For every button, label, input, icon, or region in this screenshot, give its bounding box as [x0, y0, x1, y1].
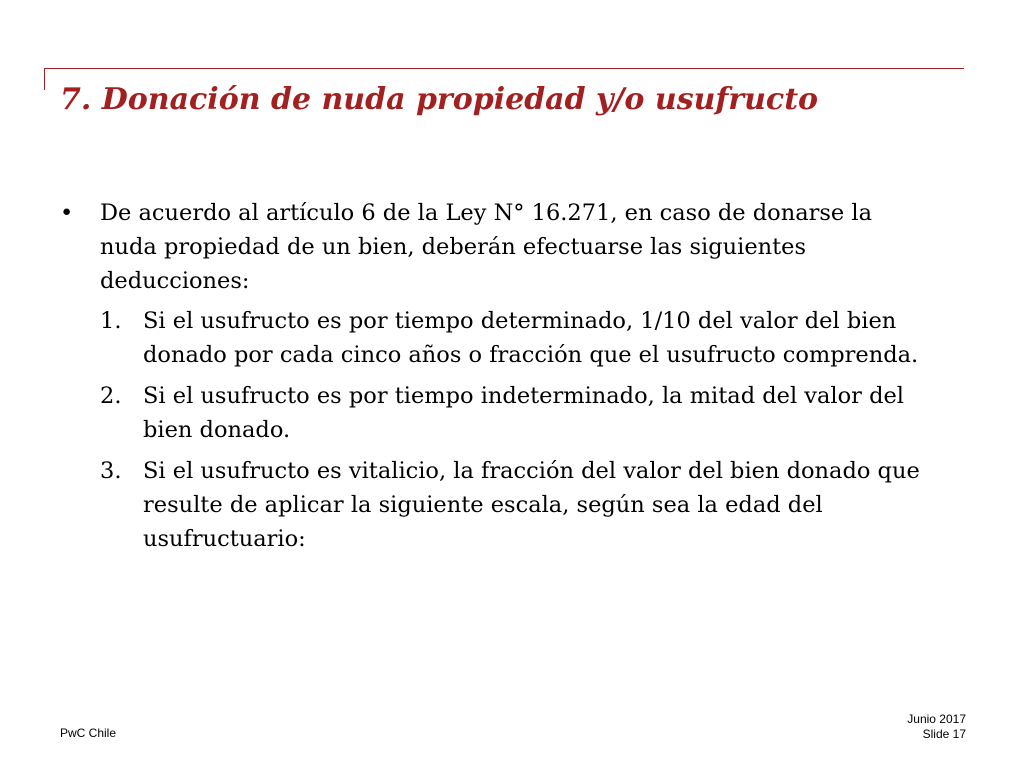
title-rule-tick: [44, 68, 45, 90]
title-rule-line: [44, 68, 964, 69]
numbered-item-3: [60, 454, 970, 556]
item-number: 2.: [100, 383, 122, 409]
footer-date: Junio 2017: [907, 712, 966, 726]
slide-body: [60, 196, 970, 563]
item-text: Si el usufructo es por tiempo indeterminado, la mitad del valor del bien donado.: [143, 383, 905, 443]
numbered-item-2: [60, 379, 970, 447]
item-number: 1.: [100, 308, 122, 334]
item-number: 3.: [100, 458, 122, 484]
item-text: Si el usufructo es vitalicio, la fracción del valor del bien donado que resulte de aplicar la siguiente escala, según sea la edad del usufructuario:: [143, 458, 920, 552]
footer-meta: [907, 712, 966, 742]
bullet-text: De acuerdo al artículo 6 de la Ley N° 16.271, en caso de donarse la nuda propiedad de un bien, deberán efectuarse las siguientes deducciones:: [100, 200, 873, 294]
bullet-icon: •: [60, 200, 74, 226]
footer-company: PwC Chile: [60, 726, 117, 740]
bullet-item: [60, 196, 970, 298]
numbered-item-1: [60, 304, 970, 372]
footer-slide-number: Slide 17: [922, 727, 966, 741]
slide-title: 7. Donación de nuda propiedad y/o usufructo: [60, 82, 819, 117]
item-text: Si el usufructo es por tiempo determinado, 1/10 del valor del bien donado por cada cinco años o fracción que el usufructo comprenda.: [143, 308, 919, 368]
